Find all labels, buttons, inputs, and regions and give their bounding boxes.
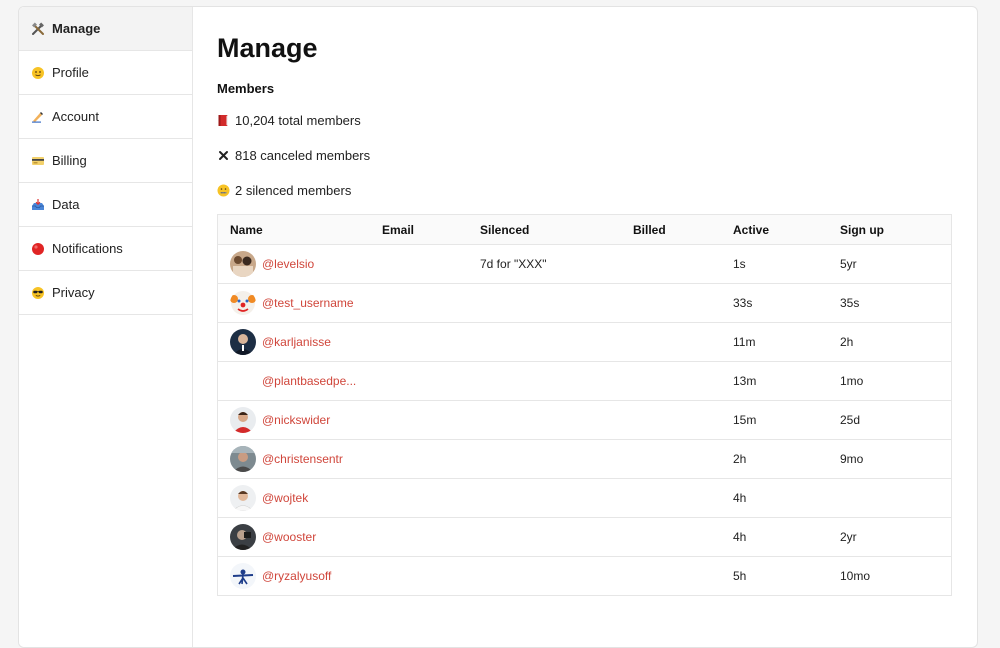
- members-table: [217, 214, 952, 596]
- stat-silenced-members: [217, 183, 351, 198]
- stat-text: 10,204 total members: [235, 113, 361, 128]
- signup-cell: 25d: [828, 401, 951, 440]
- sidebar: [19, 7, 193, 647]
- user-handle-link[interactable]: @plantbasedpe...: [262, 374, 357, 388]
- table-row: [218, 479, 951, 518]
- user-handle-link[interactable]: @ryzalyusoff: [262, 569, 332, 583]
- user-handle-link[interactable]: @wojtek: [262, 491, 309, 505]
- billed-cell: [621, 362, 721, 401]
- section-title: Members: [217, 81, 275, 96]
- column-header-active[interactable]: Active: [721, 215, 828, 245]
- table-header-row: [218, 215, 951, 245]
- sidebar-item-account[interactable]: [19, 95, 192, 139]
- avatar: [230, 251, 256, 277]
- sidebar-item-label: Profile: [52, 65, 89, 80]
- billed-cell: [621, 245, 721, 284]
- column-header-name[interactable]: Name: [218, 215, 370, 245]
- sidebar-item-label: Data: [52, 197, 80, 212]
- email-cell: [370, 362, 468, 401]
- billed-cell: [621, 518, 721, 557]
- page-title: Manage: [217, 33, 318, 63]
- signup-cell: 2yr: [828, 518, 951, 557]
- avatar: [230, 563, 256, 589]
- column-header-silenced[interactable]: Silenced: [468, 215, 621, 245]
- sidebar-item-label: Privacy: [52, 285, 95, 300]
- writing-hand-icon: [31, 110, 45, 124]
- email-cell: [370, 284, 468, 323]
- red-book-icon: [217, 114, 230, 127]
- silenced-cell: [468, 557, 621, 596]
- email-cell: [370, 323, 468, 362]
- billed-cell: [621, 284, 721, 323]
- tools-icon: [31, 22, 45, 36]
- active-cell: 11m: [721, 323, 828, 362]
- signup-cell: [828, 479, 951, 518]
- signup-cell: 2h: [828, 323, 951, 362]
- active-cell: 4h: [721, 518, 828, 557]
- signup-cell: 35s: [828, 284, 951, 323]
- clown-face-icon: [230, 290, 256, 316]
- billed-cell: [621, 323, 721, 362]
- sidebar-item-label: Notifications: [52, 241, 123, 256]
- avatar: [230, 446, 256, 472]
- sidebar-item-data[interactable]: [19, 183, 192, 227]
- sunglasses-face-icon: [31, 286, 45, 300]
- billed-cell: [621, 479, 721, 518]
- user-handle-link[interactable]: @levelsio: [262, 257, 315, 271]
- silenced-cell: [468, 401, 621, 440]
- active-cell: 5h: [721, 557, 828, 596]
- silenced-cell: [468, 362, 621, 401]
- sidebar-item-manage[interactable]: [19, 7, 192, 51]
- signup-cell: 5yr: [828, 245, 951, 284]
- avatar: [230, 368, 256, 394]
- avatar: [230, 329, 256, 355]
- email-cell: [370, 401, 468, 440]
- sidebar-item-label: Billing: [52, 153, 87, 168]
- email-cell: [370, 440, 468, 479]
- stat-text: 2 silenced members: [235, 183, 352, 198]
- silenced-cell: [468, 479, 621, 518]
- active-cell: 15m: [721, 401, 828, 440]
- table-row: [218, 401, 951, 440]
- column-header-billed[interactable]: Billed: [621, 215, 721, 245]
- user-handle-link[interactable]: @christensentr: [262, 452, 343, 466]
- sidebar-item-profile[interactable]: [19, 51, 192, 95]
- credit-card-icon: [31, 154, 45, 168]
- sidebar-item-notifications[interactable]: [19, 227, 192, 271]
- avatar: [230, 485, 256, 511]
- table-row: [218, 557, 951, 596]
- sidebar-item-privacy[interactable]: [19, 271, 192, 315]
- cross-mark-icon: [217, 149, 230, 162]
- email-cell: [370, 245, 468, 284]
- column-header-signup[interactable]: Sign up: [828, 215, 951, 245]
- zipper-mouth-icon: [217, 184, 230, 197]
- silenced-cell: 7d for "XXX": [468, 245, 621, 284]
- avatar: [230, 524, 256, 550]
- table-row: [218, 323, 951, 362]
- sidebar-item-label: Account: [52, 109, 99, 124]
- sidebar-item-billing[interactable]: [19, 139, 192, 183]
- silenced-cell: [468, 323, 621, 362]
- active-cell: 13m: [721, 362, 828, 401]
- billed-cell: [621, 557, 721, 596]
- signup-cell: 9mo: [828, 440, 951, 479]
- email-cell: [370, 479, 468, 518]
- active-cell: 2h: [721, 440, 828, 479]
- sidebar-item-label: Manage: [52, 21, 101, 36]
- smiley-icon: [31, 66, 45, 80]
- app-frame: [18, 6, 978, 648]
- user-handle-link[interactable]: @wooster: [262, 530, 317, 544]
- table-row: [218, 362, 951, 401]
- table-row: [218, 440, 951, 479]
- table-row: [218, 518, 951, 557]
- inbox-tray-icon: [31, 198, 45, 212]
- email-cell: [370, 518, 468, 557]
- silenced-cell: [468, 284, 621, 323]
- active-cell: 33s: [721, 284, 828, 323]
- user-handle-link[interactable]: @nickswider: [262, 413, 331, 427]
- user-handle-link[interactable]: @test_username: [262, 296, 354, 310]
- signup-cell: 10mo: [828, 557, 951, 596]
- table-row: [218, 284, 951, 323]
- red-circle-icon: [31, 242, 45, 256]
- stat-canceled-members: [217, 148, 370, 163]
- column-header-email[interactable]: Email: [370, 215, 468, 245]
- email-cell: [370, 557, 468, 596]
- sidebar-nav: [19, 7, 192, 315]
- silenced-cell: [468, 518, 621, 557]
- stat-total-members: [217, 113, 361, 128]
- billed-cell: [621, 440, 721, 479]
- silenced-cell: [468, 440, 621, 479]
- active-cell: 4h: [721, 479, 828, 518]
- user-handle-link[interactable]: @karljanisse: [262, 335, 331, 349]
- signup-cell: 1mo: [828, 362, 951, 401]
- stat-text: 818 canceled members: [235, 148, 371, 163]
- avatar: [230, 407, 256, 433]
- table-row: [218, 245, 951, 284]
- active-cell: 1s: [721, 245, 828, 284]
- main-content: [217, 7, 977, 647]
- billed-cell: [621, 401, 721, 440]
